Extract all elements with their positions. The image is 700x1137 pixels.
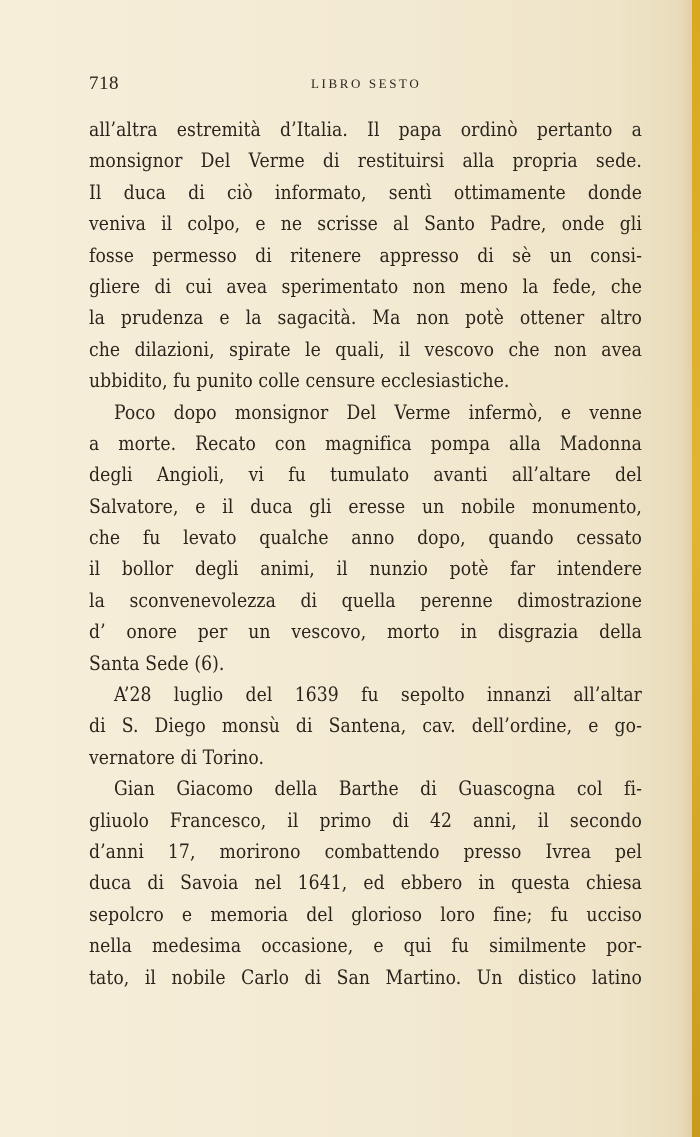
text-line: Salvatore, e il duca gli eresse un nobile monumento,	[89, 493, 642, 518]
text-line: d’ onore per un vescovo, morto in disgrazia della	[89, 619, 642, 644]
text-line: di S. Diego monsù di Santena, cav. dell’ordine, e go-	[89, 713, 642, 738]
book-title: LIBRO SESTO	[311, 76, 422, 91]
text-line: all’altra estremità d’Italia. Il papa ordinò pertanto a	[89, 117, 642, 141]
running-head	[89, 72, 642, 96]
text-line: fosse permesso di ritenere appresso di sè un consi-	[89, 242, 642, 267]
text-line: sepolcro e memoria del glorioso loro fine; fu ucciso	[89, 901, 642, 926]
text-line: monsignor Del Verme di restituirsi alla propria sede.	[89, 148, 642, 173]
text-line: a morte. Recato con magnifica pompa alla Madonna	[89, 430, 642, 455]
text-line: tato, il nobile Carlo di San Martino. Un distico latino	[89, 964, 642, 989]
page-number: 718	[89, 73, 119, 94]
text-line: che fu levato qualche anno dopo, quando cessato	[89, 525, 642, 550]
text-line: A’28 luglio del 1639 fu sepolto innanzi all’altar	[113, 682, 642, 707]
page-edge	[692, 0, 700, 1137]
text-line: ubbidito, fu punito colle censure ecclesiastiche.	[89, 368, 510, 393]
text-line: Gian Giacomo della Barthe di Guascogna col fi-	[113, 776, 642, 801]
text-line: d’anni 17, morirono combattendo presso Ivrea pel	[89, 838, 642, 863]
body-text	[89, 114, 642, 993]
text-line: veniva il colpo, e ne scrisse al Santo Padre, onde gli	[89, 211, 642, 236]
text-line: Santa Sede (6).	[89, 650, 225, 675]
text-line: gliere di cui avea sperimentato non meno la fede, che	[89, 273, 642, 298]
text-line: nella medesima occasione, e qui fu similmente por-	[89, 933, 642, 958]
text-line: Il duca di ciò informato, sentì ottimamente donde	[89, 179, 642, 204]
text-line: la sconvenevolezza di quella perenne dimostrazione	[89, 587, 642, 612]
text-line: che dilazioni, spirate le quali, il vescovo che non avea	[89, 336, 642, 361]
text-line: duca di Savoia nel 1641, ed ebbero in questa chiesa	[89, 870, 642, 895]
text-line: vernatore di Torino.	[89, 744, 265, 769]
text-line: la prudenza e la sagacità. Ma non potè ottener altro	[89, 305, 642, 330]
text-line: degli Angioli, vi fu tumulato avanti all’altare del	[89, 462, 642, 487]
text-line: il bollor degli animi, il nunzio potè far intendere	[89, 556, 642, 581]
text-line: gliuolo Francesco, il primo di 42 anni, il secondo	[89, 807, 642, 832]
text-line: Poco dopo monsignor Del Verme infermò, e venne	[113, 399, 642, 424]
